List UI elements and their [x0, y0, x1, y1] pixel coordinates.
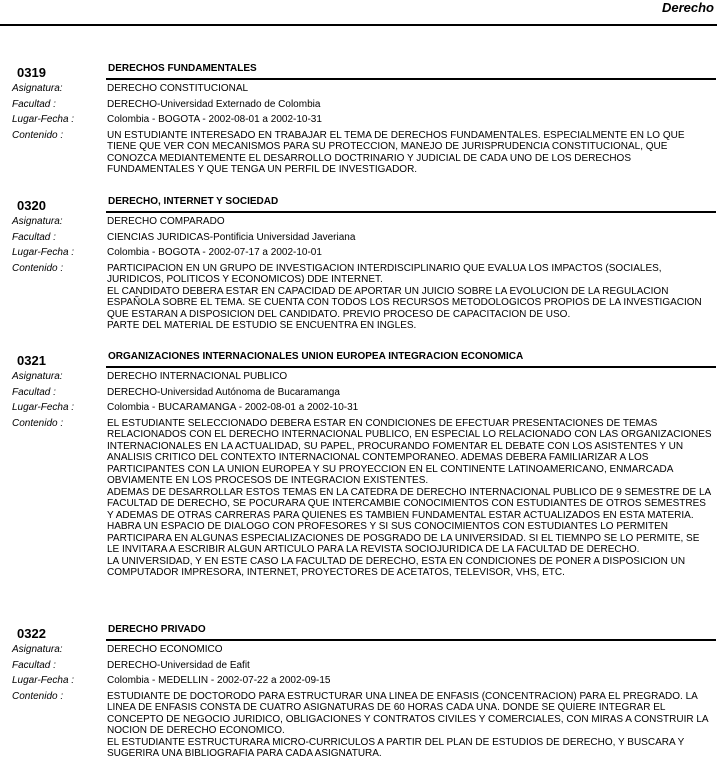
entry-number: 0322 — [17, 626, 46, 641]
facultad-value: DERECHO-Universidad de Eafit — [107, 659, 250, 671]
contenido-paragraph: ADEMAS DE DESARROLLAR ESTOS TEMAS EN LA CATEDRA DE DERECHO INTERNACIONAL PUBLICO DE 9 SEMESTRE DE LA FACULTAD DE DERECHO, SE POCURARA QUE INTERCAMBIE CONOCIMIENTOS CON ESTUDIANTES DE OTROS SEMESTRES Y ADEMAS DE OTRAS CARRERAS PARA QUIENES ES TAMBIEN FUNDAMENTAL ESTAR ACTUALIZADOS EN ESTA MATERIA. HABRA UN ESPACIO DE DIALOGO CON PROFESORES Y SI SUS CONOCIMIENTOS CON ESTUDIANTES LO PERMITEN PARTICIPARA EN ALGUNAS ESPECIALIZACIONES DE POSGRADO DE LA UNIVERSIDAD. SI EL TIEMNPO SE LO PERMITE, SE LE INVITARA A ESCRIBIR ALGUN ARTICULO PARA LA REVISTA SOCIOJURIDICA DE LA FACULTAD DE DERECHO. — [107, 486, 711, 555]
entry-rule — [106, 211, 716, 213]
contenido-paragraph: EL CANDIDATO DEBERA ESTAR EN CAPACIDAD DE APORTAR UN JUICIO SOBRE LA EVOLUCION DE LA REGULACION ESPAÑOLA SOBRE EL TEMA. SE CUENTA CON TODOS LOS RECURSOS METODOLOGICOS PROPIOS DE LA INVESTIGACION QUE ESTARAN A DISPOSICION DEL CANDIDATO. PREVIO PROCESO DE CAPACITACION DE USO. — [107, 285, 702, 320]
entry-number: 0319 — [17, 65, 46, 80]
contenido-label: Contenido : — [12, 690, 64, 702]
contenido-label: Contenido : — [12, 129, 64, 141]
asignatura-label: Asignatura: — [12, 644, 63, 655]
lugar-fecha-row — [0, 402, 717, 418]
lugar-fecha-label: Lugar-Fecha : — [12, 402, 75, 413]
facultad-value: DERECHO-Universidad Externado de Colombia — [107, 98, 321, 110]
contenido-paragraph: EL ESTUDIANTE ESTRUCTURARA MICRO-CURRICULOS A PARTIR DEL PLAN DE ESTUDIOS DE DERECHO, Y BUSCARA Y SUGERIRA UNA BIBLIOGRAFIA PARA CADA ASIGNATURA. — [107, 736, 685, 759]
lugar-fecha-value: Colombia - BOGOTA - 2002-07-17 a 2002-10-01 — [107, 247, 322, 258]
entry-rule — [106, 78, 716, 80]
contenido-label: Contenido : — [12, 262, 64, 274]
contenido-paragraph: PARTE DEL MATERIAL DE ESTUDIO SE ENCUENTRA EN INGLES. — [107, 320, 417, 331]
contenido-row — [0, 418, 717, 579]
entry-header — [0, 351, 717, 371]
entry-title: ORGANIZACIONES INTERNACIONALES UNION EUROPEA INTEGRACION ECONOMICA — [108, 351, 524, 362]
entry-header — [0, 624, 717, 644]
entry-title: DERECHO PRIVADO — [108, 624, 206, 635]
contenido-row — [0, 263, 717, 332]
contenido-paragraph: ESTUDIANTE DE DOCTORODO PARA ESTRUCTURAR UNA LINEA DE ENFASIS (CONCENTRACION) PARA EL PREGRADO. LA LINEA DE ENFASIS CONSTA DE CUATRO ASIGNATURAS DE 60 HORAS CADA UNA. DONDE SE QUIERE INTEGRAR EL CONCEPTO DE NEGOCIO JURIDICO, OBLIGACIONES Y CONTRATOS CIVILES Y COMERCIALES, CON MIRAS A CONSTRUIR LA NOCION DE DERECHO ECONOMICO. — [107, 690, 709, 736]
entry-header — [0, 63, 717, 83]
entry-rule — [106, 639, 716, 641]
lugar-fecha-row — [0, 247, 717, 263]
entry-header — [0, 196, 717, 216]
facultad-row — [0, 387, 717, 403]
asignatura-row — [0, 644, 717, 660]
contenido-paragraph: EL ESTUDIANTE SELECCIONADO DEBERA ESTAR EN CONDICIONES DE EFECTUAR PRESENTACIONES DE TEMAS RELACIONADOS CON EL DERECHO INTERNACIONAL PUBLICO, EN ESPECIAL LO RELACIONADO CON LAS ORGANIZACIONES INTERNACIONALES EN LA ACTUALIDAD, SU PAPEL, PROCURANDO FOMENTAR EL DEBATE CON LOS ASISTENTES Y UN ANALISIS CRITICO DEL CONTEXTO INTERNACIONAL CONTEMPORANEO. ADEMAS DEBERA FAMILIARIZAR A LOS PARTICIPANTES CON LA UNION EUROPEA Y SU PROYECCION EN EL CONTINENTE LATINOAMERICANO, ENMARCADA OBVIAMENTE EN LOS PROCESOS DE INTEGRACION EXISTENTES. — [107, 417, 712, 486]
contenido-paragraph: PARTICIPACION EN UN GRUPO DE INVESTIGACION INTERDISCIPLINARIO QUE EVALUA LOS IMPACTOS (SOCIALES, JURIDICOS, POLITICOS Y ECONOMICOS) DDE INTERNET. — [107, 262, 662, 285]
entry-title: DERECHOS FUNDAMENTALES — [108, 63, 257, 74]
entry-number: 0321 — [17, 353, 46, 368]
facultad-row — [0, 660, 717, 676]
lugar-fecha-label: Lugar-Fecha : — [12, 675, 75, 686]
entry-0321 — [0, 351, 717, 579]
facultad-label: Facultad : — [12, 231, 56, 243]
asignatura-value: DERECHO ECONOMICO — [107, 644, 223, 655]
asignatura-label: Asignatura: — [12, 83, 63, 94]
contenido-value — [107, 691, 713, 760]
facultad-value: CIENCIAS JURIDICAS-Pontificia Universidad Javeriana — [107, 231, 356, 243]
asignatura-label: Asignatura: — [12, 371, 63, 382]
contenido-paragraph: LA UNIVERSIDAD, Y EN ESTE CASO LA FACULTAD DE DERECHO, ESTA EN CONDICIONES DE PONER A DISPOSICION UN COMPUTADOR IMPRESORA, INTERNET, PROYECTORES DE ACETATOS, TELEVISOR, VHS, ETC. — [107, 555, 686, 578]
facultad-row — [0, 232, 717, 248]
lugar-fecha-label: Lugar-Fecha : — [12, 247, 75, 258]
facultad-label: Facultad : — [12, 98, 56, 110]
contenido-row — [0, 691, 717, 760]
lugar-fecha-row — [0, 675, 717, 691]
contenido-value — [107, 130, 713, 176]
entry-0322 — [0, 624, 717, 760]
asignatura-row — [0, 83, 717, 99]
lugar-fecha-value: Colombia - BUCARAMANGA - 2002-08-01 a 2002-10-31 — [107, 402, 359, 413]
facultad-label: Facultad : — [12, 659, 56, 671]
entry-title: DERECHO, INTERNET Y SOCIEDAD — [108, 196, 279, 207]
contenido-value — [107, 263, 713, 332]
entry-0319 — [0, 63, 717, 176]
asignatura-value: DERECHO INTERNACIONAL PUBLICO — [107, 371, 288, 382]
asignatura-row — [0, 371, 717, 387]
facultad-value: DERECHO-Universidad Autónoma de Bucaramanga — [107, 386, 340, 398]
contenido-row — [0, 130, 717, 176]
contenido-label: Contenido : — [12, 417, 64, 429]
entry-rule — [106, 366, 716, 368]
lugar-fecha-label: Lugar-Fecha : — [12, 114, 75, 125]
contenido-value — [107, 418, 713, 579]
asignatura-label: Asignatura: — [12, 216, 63, 227]
section-title: Derecho — [661, 0, 714, 15]
asignatura-value: DERECHO CONSTITUCIONAL — [107, 83, 249, 94]
page-header — [0, 0, 717, 26]
lugar-fecha-value: Colombia - MEDELLIN - 2002-07-22 a 2002-09-15 — [107, 675, 331, 686]
entry-number: 0320 — [17, 198, 46, 213]
entry-0320 — [0, 196, 717, 332]
lugar-fecha-row — [0, 114, 717, 130]
facultad-label: Facultad : — [12, 386, 56, 398]
asignatura-value: DERECHO COMPARADO — [107, 216, 225, 227]
contenido-paragraph: UN ESTUDIANTE INTERESADO EN TRABAJAR EL TEMA DE DERECHOS FUNDAMENTALES. ESPECIALMENTE EN LO QUE TIENE QUE VER CON MECANISMOS PARA SU PROTECCION, MANEJO DE JURISPRUDENCIA CONSTITUCIONAL, QUE CONOZCA MEDIANTEMENTE EL DESARROLLO DOCTRINARIO Y JUDICIAL DE CADA UNO DE LOS DERECHOS FUNDAMENTALES Y QUE TENGA UN PERFIL DE INVESTIGADOR. — [107, 129, 685, 175]
asignatura-row — [0, 216, 717, 232]
lugar-fecha-value: Colombia - BOGOTA - 2002-08-01 a 2002-10-31 — [107, 114, 322, 125]
facultad-row — [0, 99, 717, 115]
